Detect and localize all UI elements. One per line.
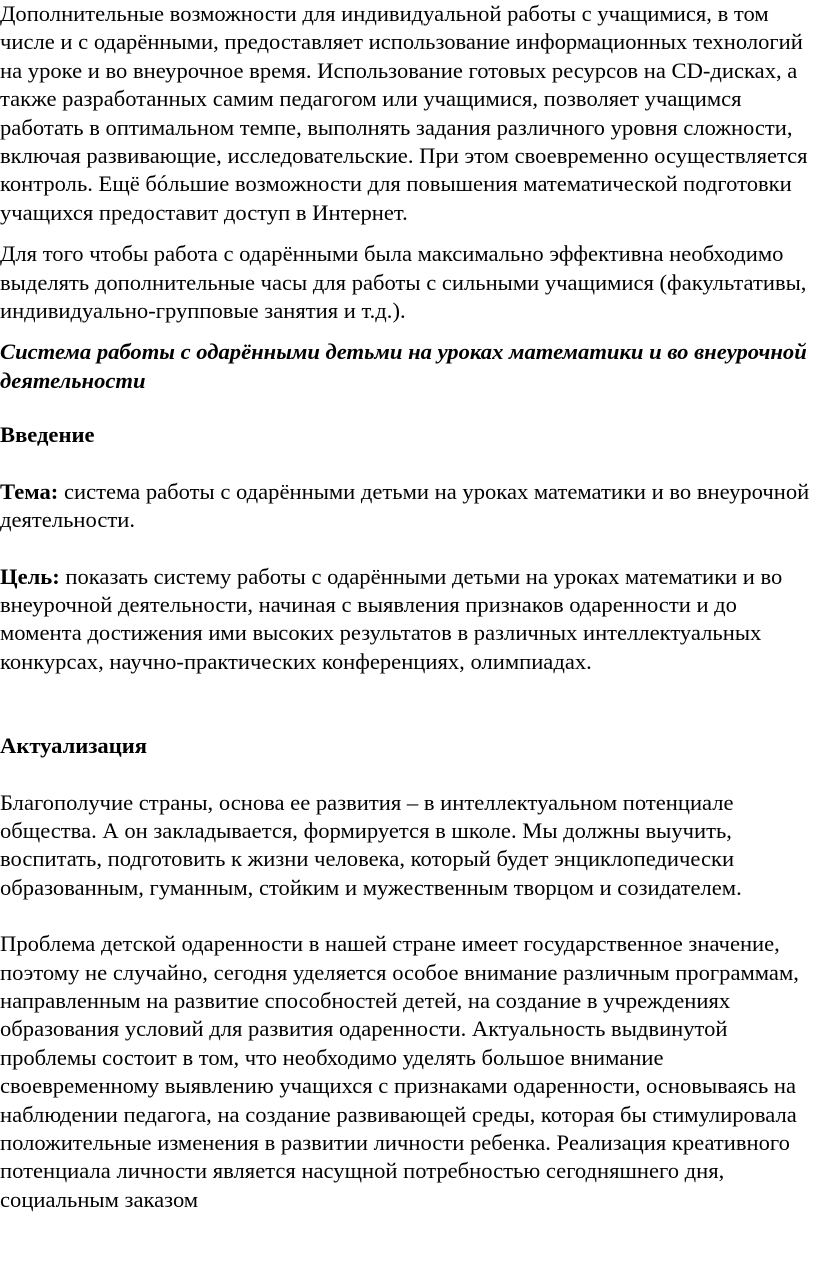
theme-label: Тема: <box>0 478 59 504</box>
heading-actualization: Актуализация <box>0 733 147 759</box>
theme-text: система работы с одарёнными детьми на уроках математики и во внеурочной деятельности. <box>0 478 810 533</box>
paragraph-information-technologies: Дополнительные возможности для индивидуальной работы с учащимися, в том числе и с одарёнными, предоставляет использование информационных технологий на уроке и во внеурочное время. Использование готовых ресурсов на CD-дисках, а также разработанных самим педагогом или учащимися, позволяет учащимся работать в оптимальном темпе, выполнять задания различного уровня сложности, включая развивающие, исследовательские. При этом своевременно осуществляется контроль. Ещё бóльшие возможности для повышения математической подготовки учащихся предоставит доступ в Интернет. <box>0 1 808 225</box>
paragraph-theme <box>0 478 810 535</box>
section-title-system: Система работы с одарёнными детьми на уроках математики и во внеурочной деятельности <box>0 339 807 393</box>
goal-label: Цель: <box>0 563 60 589</box>
goal-text: показать систему работы с одарёнными детьми на уроках математики и во внеурочной деятельности, начиная с выявления признаков одаренности и до момента достижения ими высоких результатов в различных интеллектуальных конкурсах, научно-практических конференциях, олимпиадах. <box>0 563 783 674</box>
heading-introduction: Введение <box>0 422 95 448</box>
paragraph-additional-hours: Для того чтобы работа с одарёнными была максимально эффективна необходимо выделять дополнительные часы для работы с сильными учащимися (факультативы, индивидуально-групповые занятия и т.д.). <box>0 241 807 324</box>
paragraph-goal <box>0 563 810 677</box>
paragraph-problem: Проблема детской одаренности в нашей стране имеет государственное значение, поэтому не случайно, сегодня уделяется особое внимание различным программам, направленным на развитие способностей детей, на создание в учреждениях образования условий для развития одаренности. Актуальность выдвинутой проблемы состоит в том, что необходимо уделять большое внимание своевременному выявлению учащихся с признаками одаренности, основываясь на наблюдении педагога, на создание развивающей среды, которая бы стимулировала положительные изменения в развитии личности ребенка. Реализация креативного потенциала личности является насущной потребностью сегодняшнего дня, социальным заказом <box>0 931 799 1212</box>
paragraph-wellbeing: Благополучие страны, основа ее развития – в интеллектуальном потенциале общества. А он закладывается, формируется в школе. Мы должны выучить, воспитать, подготовить к жизни человека, который будет энциклопедически образованным, гуманным, стойким и мужественным творцом и созидателем. <box>0 789 742 900</box>
